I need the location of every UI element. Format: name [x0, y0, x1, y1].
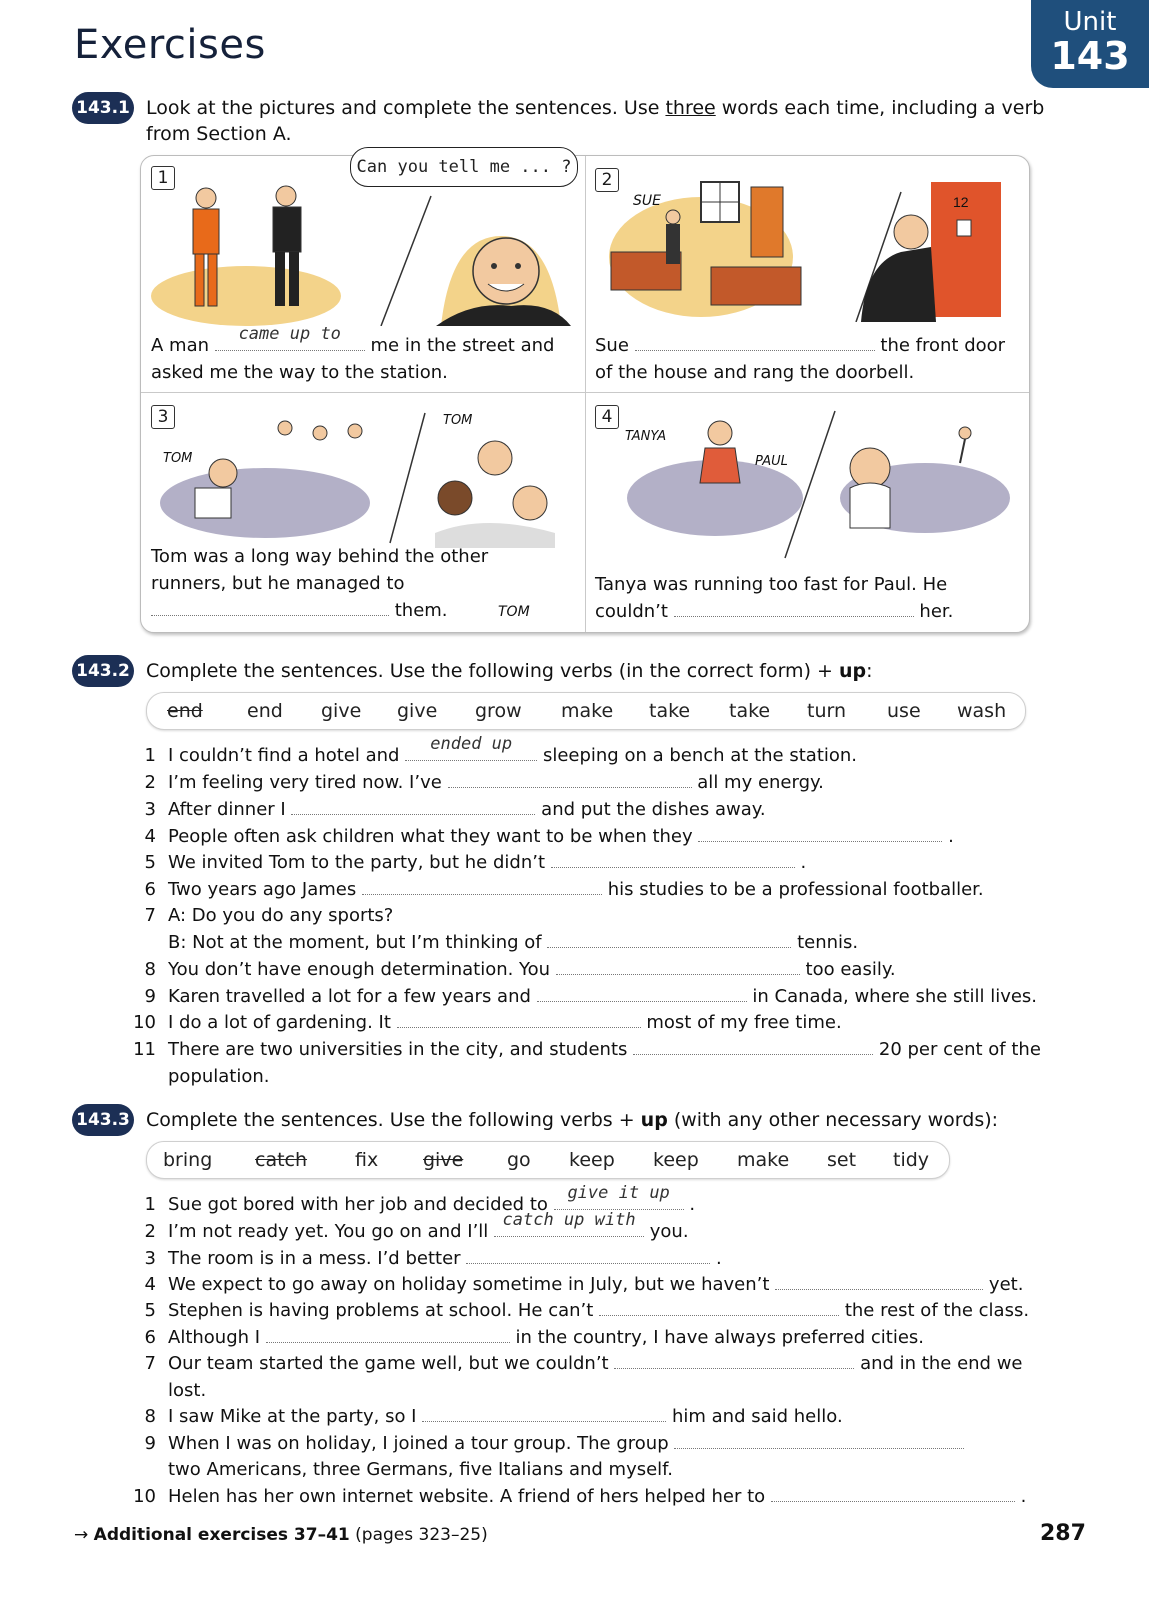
item-text: in the country, I have always preferred cities.	[515, 1327, 925, 1348]
item-text: him and said hello.	[671, 1406, 843, 1427]
item-text: I’m feeling very tired now. I’ve	[168, 772, 442, 793]
caption-text: A man	[151, 335, 210, 356]
answer-blank[interactable]	[151, 597, 389, 616]
item-text: There are two universities in the city, and students	[168, 1039, 628, 1060]
item-text: in Canada, where she still lives.	[752, 986, 1038, 1007]
item-text: most of my free time.	[646, 1012, 842, 1033]
answer-blank[interactable]	[771, 1483, 1015, 1502]
unit-label: Unit	[1063, 7, 1117, 37]
exercise-item	[144, 876, 984, 903]
word-chip: take	[649, 700, 691, 722]
answer-blank[interactable]	[635, 332, 875, 351]
exercise-item	[144, 1297, 1030, 1324]
item-text: B: Not at the moment, but I’m thinking of	[168, 932, 542, 953]
caption-text: runners, but he managed to	[151, 573, 405, 594]
item-text: lost.	[168, 1380, 207, 1401]
handwritten-answer: ended up	[430, 734, 513, 754]
label-tanya: TANYA	[625, 429, 667, 444]
picture-panel-4	[585, 393, 1029, 629]
answer-blank[interactable]	[422, 1403, 666, 1422]
picture-panel-2	[585, 156, 1029, 392]
item-text: Two years ago James	[168, 879, 357, 900]
item-number: 4	[144, 1274, 156, 1295]
item-number: 7	[144, 905, 156, 926]
word-chip: set	[827, 1149, 857, 1171]
item-number: 10	[133, 1012, 156, 1033]
exercise-item	[144, 1271, 1024, 1298]
exercise-item	[144, 823, 954, 850]
instruction-text: Complete the sentences. Use the following verbs (in the correct form) +	[146, 660, 839, 682]
arrow-right-icon: →	[74, 1525, 89, 1545]
picture-panel-3	[141, 393, 585, 629]
word-chip: give	[423, 1149, 464, 1171]
answer-blank[interactable]	[614, 1350, 854, 1369]
word-chip: wash	[957, 700, 1007, 722]
item-text: You don’t have enough determination. You	[168, 959, 551, 980]
exercise-item	[144, 849, 807, 876]
item-text: Stephen is having problems at school. He can’t	[168, 1300, 594, 1321]
item-text: A: Do you do any sports?	[168, 905, 394, 926]
two-men-illustration	[151, 176, 571, 326]
answer-blank[interactable]	[775, 1271, 983, 1290]
house-door-illustration	[601, 172, 1021, 322]
exercise-item	[168, 1063, 270, 1090]
instruction-text: :	[866, 660, 873, 682]
item-text: The room is in a mess. I’d better	[168, 1248, 461, 1269]
word-chip: use	[887, 700, 921, 722]
item-text: People often ask children what they want to be when they	[168, 826, 693, 847]
picture-panel-1	[141, 156, 585, 392]
label-paul: PAUL	[755, 454, 788, 469]
instruction-bold: up	[640, 1109, 668, 1131]
item-text: We expect to go away on holiday sometime in July, but we haven’t	[168, 1274, 770, 1295]
instruction-text: Look at the pictures and complete the sentences. Use	[146, 97, 666, 119]
page-number: 287	[1040, 1521, 1086, 1546]
door-number: 12	[953, 194, 969, 210]
caption-text: Tom was a long way behind the other	[151, 546, 489, 567]
answer-blank[interactable]	[215, 324, 365, 351]
word-chip: keep	[653, 1149, 699, 1171]
label-sue: SUE	[633, 193, 661, 209]
unit-tab	[1031, 0, 1149, 88]
answer-blank[interactable]	[698, 823, 942, 842]
item-number: 6	[144, 879, 156, 900]
word-chip: turn	[807, 700, 847, 722]
item-text: After dinner I	[168, 799, 286, 820]
exercise-item	[144, 1403, 843, 1430]
caption-text: the front door	[880, 335, 1006, 356]
item-number: 2	[144, 1221, 156, 1242]
page-title: Exercises	[74, 22, 266, 68]
item-text: I couldn’t find a hotel and	[168, 745, 400, 766]
item-number: 2	[144, 772, 156, 793]
item-text: .	[716, 1248, 722, 1269]
answer-blank[interactable]	[466, 1245, 710, 1264]
answer-blank[interactable]	[266, 1324, 510, 1343]
item-number: 1	[144, 745, 156, 766]
item-text: too easily.	[805, 959, 896, 980]
item-text: .	[1020, 1486, 1027, 1507]
speech-bubble: Can you tell me ... ?	[350, 147, 578, 187]
word-chip: make	[737, 1149, 790, 1171]
item-number: 9	[144, 1433, 156, 1454]
word-chip: tidy	[893, 1149, 930, 1171]
panel-1-caption	[151, 324, 555, 386]
exercise-badge-1: 143.1	[72, 92, 134, 124]
word-box-3	[146, 1141, 950, 1179]
item-text: 20 per cent of the	[878, 1039, 1041, 1060]
word-chip: fix	[355, 1149, 379, 1171]
exercise-item	[133, 1483, 1027, 1510]
additional-exercises-link[interactable]	[74, 1525, 488, 1545]
exercise-badge-3: 143.3	[72, 1104, 134, 1136]
item-text: and put the dishes away.	[541, 799, 766, 820]
answer-blank[interactable]	[537, 983, 747, 1002]
item-number: 10	[133, 1486, 156, 1507]
answer-blank[interactable]	[551, 849, 795, 868]
exercise-item	[168, 1456, 673, 1483]
item-number: 5	[144, 852, 156, 873]
instruction-text: Complete the sentences. Use the following verbs +	[146, 1109, 641, 1131]
exercise-item	[144, 983, 1038, 1010]
handwritten-answer: came up to	[238, 324, 341, 344]
item-text: We invited Tom to the party, but he didn’t	[168, 852, 546, 873]
item-text: all my energy.	[697, 772, 824, 793]
panel-number: 2	[595, 168, 619, 192]
item-text: .	[689, 1194, 696, 1215]
exercise-item	[144, 734, 858, 769]
item-text: Although I	[168, 1327, 261, 1348]
item-text: his studies to be a professional footballer.	[607, 879, 984, 900]
exercise-badge-2: 143.2	[72, 655, 134, 687]
panel-number: 4	[595, 405, 619, 429]
item-number: 7	[144, 1353, 156, 1374]
item-number: 8	[144, 959, 156, 980]
item-text: two Americans, three Germans, five Italians and myself.	[168, 1459, 673, 1480]
word-chip: take	[729, 700, 771, 722]
caption-text: them.	[394, 600, 448, 621]
answer-blank[interactable]	[599, 1297, 839, 1316]
caption-text: me in the street and	[370, 335, 555, 356]
word-chip: make	[561, 700, 614, 722]
answer-blank[interactable]	[547, 929, 791, 948]
item-text: and in the end we	[860, 1353, 1023, 1374]
exercise-item	[144, 1245, 722, 1272]
word-chip: end	[167, 700, 203, 722]
label-tom: TOM	[498, 604, 530, 620]
item-text: tennis.	[797, 932, 859, 953]
exercise-item	[133, 1036, 1041, 1063]
panel-4-caption	[595, 571, 953, 625]
item-text: population.	[168, 1066, 270, 1087]
word-chip: go	[507, 1149, 531, 1171]
exercise-item	[168, 929, 858, 956]
answer-blank[interactable]	[291, 796, 535, 815]
caption-text: Tanya was running too fast for Paul. He	[595, 574, 948, 595]
exercise-item	[144, 1430, 964, 1457]
item-text: When I was on holiday, I joined a tour group. The group	[168, 1433, 669, 1454]
handwritten-answer: give it up	[567, 1183, 670, 1203]
item-text: I saw Mike at the party, so I	[168, 1406, 417, 1427]
word-chip: keep	[569, 1149, 615, 1171]
word-chip: give	[397, 700, 438, 722]
exercise-item	[144, 769, 824, 796]
picture-box	[140, 155, 1030, 633]
exercise-2-instruction	[146, 658, 873, 684]
exercise-item	[168, 1377, 206, 1404]
answer-blank[interactable]	[448, 769, 692, 788]
footer-text: (pages 323–25)	[349, 1525, 488, 1545]
item-number: 8	[144, 1406, 156, 1427]
exercise-item	[144, 902, 394, 929]
instruction-text: (with any other necessary words):	[667, 1109, 999, 1131]
handwritten-answer: catch up with	[502, 1210, 636, 1230]
unit-number: 143	[1050, 34, 1130, 78]
item-text: Helen has her own internet website. A friend of hers helped her to	[168, 1486, 766, 1507]
instruction-underlined: three	[665, 97, 716, 119]
label-tom: TOM	[443, 413, 473, 428]
item-text: Karen travelled a lot for a few years and	[168, 986, 531, 1007]
item-text: you.	[649, 1221, 689, 1242]
panel-3-caption	[151, 543, 488, 624]
answer-blank[interactable]	[674, 598, 914, 617]
exercise-item	[144, 1210, 689, 1245]
panel-number: 1	[151, 166, 175, 190]
word-chip: end	[247, 700, 283, 722]
answer-blank[interactable]	[633, 1036, 873, 1055]
item-text: sleeping on a bench at the station.	[542, 745, 858, 766]
word-chip: bring	[163, 1149, 213, 1171]
item-number: 3	[144, 1248, 156, 1269]
tanya-paul-illustration	[625, 403, 1015, 563]
item-number: 4	[144, 826, 156, 847]
answer-blank[interactable]	[362, 876, 602, 895]
runners-illustration	[155, 403, 575, 548]
item-number: 5	[144, 1300, 156, 1321]
word-chip: give	[321, 700, 362, 722]
exercise-item	[144, 796, 766, 823]
exercise-item	[133, 1009, 842, 1036]
item-number: 9	[144, 986, 156, 1007]
item-text: the rest of the class.	[844, 1300, 1030, 1321]
item-text: .	[948, 826, 954, 847]
instruction-bold: up	[838, 660, 867, 682]
panel-number: 3	[151, 405, 175, 429]
exercise-item	[144, 1350, 1023, 1377]
caption-text: asked me the way to the station.	[151, 362, 448, 383]
footer-link-text: Additional exercises 37–41	[93, 1525, 350, 1545]
item-text: yet.	[988, 1274, 1024, 1295]
caption-text: of the house and rang the doorbell.	[595, 362, 915, 383]
item-text: I do a lot of gardening. It	[168, 1012, 391, 1033]
item-number: 1	[144, 1194, 156, 1215]
item-text: Our team started the game well, but we couldn’t	[168, 1353, 609, 1374]
answer-blank[interactable]	[674, 1430, 964, 1449]
item-number: 6	[144, 1327, 156, 1348]
caption-text: Sue	[595, 335, 629, 356]
label-tom: TOM	[163, 451, 193, 466]
exercise-item	[144, 956, 896, 983]
caption-text: her.	[919, 601, 954, 622]
exercise-1-instruction	[146, 95, 1044, 147]
item-text: I’m not ready yet. You go on and I’ll	[168, 1221, 489, 1242]
word-box-2	[146, 692, 1026, 730]
instruction-text: from Section A.	[146, 123, 292, 145]
panel-2-caption	[595, 332, 1005, 386]
exercise-3-instruction	[146, 1107, 998, 1133]
item-text: Sue got bored with her job and decided to	[168, 1194, 548, 1215]
exercise-item	[144, 1324, 925, 1351]
caption-text: couldn’t	[595, 601, 668, 622]
item-text: .	[800, 852, 807, 873]
answer-blank[interactable]	[397, 1009, 641, 1028]
answer-blank[interactable]	[494, 1210, 644, 1237]
instruction-text: words each time, including a verb	[715, 97, 1045, 119]
answer-blank[interactable]	[405, 734, 537, 761]
word-chip: catch	[255, 1149, 308, 1171]
answer-blank[interactable]	[556, 956, 800, 975]
word-chip: grow	[475, 700, 522, 722]
item-number: 11	[133, 1039, 156, 1060]
item-number: 3	[144, 799, 156, 820]
